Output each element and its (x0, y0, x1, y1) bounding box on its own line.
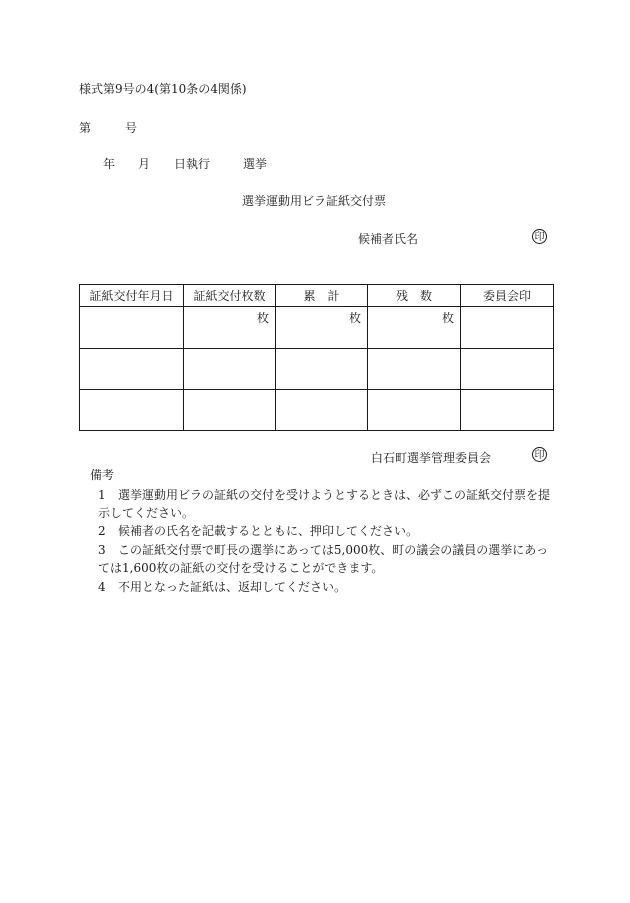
table-row (80, 307, 554, 349)
document-title: 選挙運動用ビラ証紙交付票 (242, 194, 387, 208)
cell-issue-date (80, 390, 184, 431)
table-row (80, 349, 554, 390)
table-header-row (80, 285, 554, 307)
issuance-table (79, 284, 554, 431)
remark-number: 4 (98, 580, 106, 594)
form-number: 様式第9号の4(第10条の4関係) (79, 82, 247, 96)
header-issue-count: 証紙交付枚数 (184, 285, 276, 307)
cell-issue-date (80, 349, 184, 390)
cell-cumulative (276, 390, 368, 431)
cell-remaining (368, 307, 461, 349)
document-number-suffix: 号 (125, 121, 138, 135)
document-number-label: 第 (79, 121, 92, 135)
cell-cumulative (276, 307, 368, 349)
unit-label: 枚 (256, 311, 269, 325)
remark-text: 不用となった証紙は、返却してください。 (118, 580, 347, 594)
unit-label: 枚 (441, 311, 454, 325)
remark-text: この証紙交付票で町長の選挙にあっては5,000枚、町の議会の議員の選挙にあっては1,600枚の証紙の交付を受けることができます。 (98, 543, 549, 575)
header-committee-seal: 委員会印 (461, 285, 554, 307)
remarks-heading: 備考 (90, 468, 115, 482)
table-row (80, 390, 554, 431)
day-execution-label: 日執行 (174, 157, 211, 171)
remark-item (98, 522, 558, 540)
remark-number: 1 (98, 488, 106, 502)
candidate-name-label: 候補者氏名 (358, 232, 419, 246)
year-label: 年 (103, 157, 116, 171)
cell-issue-date (80, 307, 184, 349)
remark-number: 3 (98, 543, 106, 557)
cell-committee-seal (461, 390, 554, 431)
cell-issue-count (184, 307, 276, 349)
cell-committee-seal (461, 307, 554, 349)
remark-item (98, 578, 558, 596)
cell-committee-seal (461, 349, 554, 390)
header-cumulative: 累 計 (276, 285, 368, 307)
unit-label: 枚 (348, 311, 361, 325)
cell-remaining (368, 349, 461, 390)
month-label: 月 (138, 157, 151, 171)
election-label: 選挙 (243, 157, 268, 171)
header-issue-date: 証紙交付年月日 (80, 285, 184, 307)
committee-seal-mark: 印 (532, 447, 547, 462)
remark-text: 選挙運動用ビラの証紙の交付を受けようとするときは、必ずこの証紙交付票を提示してください。 (98, 488, 551, 520)
header-remaining: 残 数 (368, 285, 461, 307)
candidate-seal-mark: 印 (532, 229, 547, 244)
cell-issue-count (184, 349, 276, 390)
remark-text: 候補者の氏名を記載するとともに、押印してください。 (118, 524, 419, 538)
committee-name: 白石町選挙管理委員会 (371, 451, 492, 465)
cell-cumulative (276, 349, 368, 390)
remark-number: 2 (98, 524, 106, 538)
cell-issue-count (184, 390, 276, 431)
remark-item (98, 486, 558, 522)
cell-remaining (368, 390, 461, 431)
remark-item (98, 541, 558, 577)
